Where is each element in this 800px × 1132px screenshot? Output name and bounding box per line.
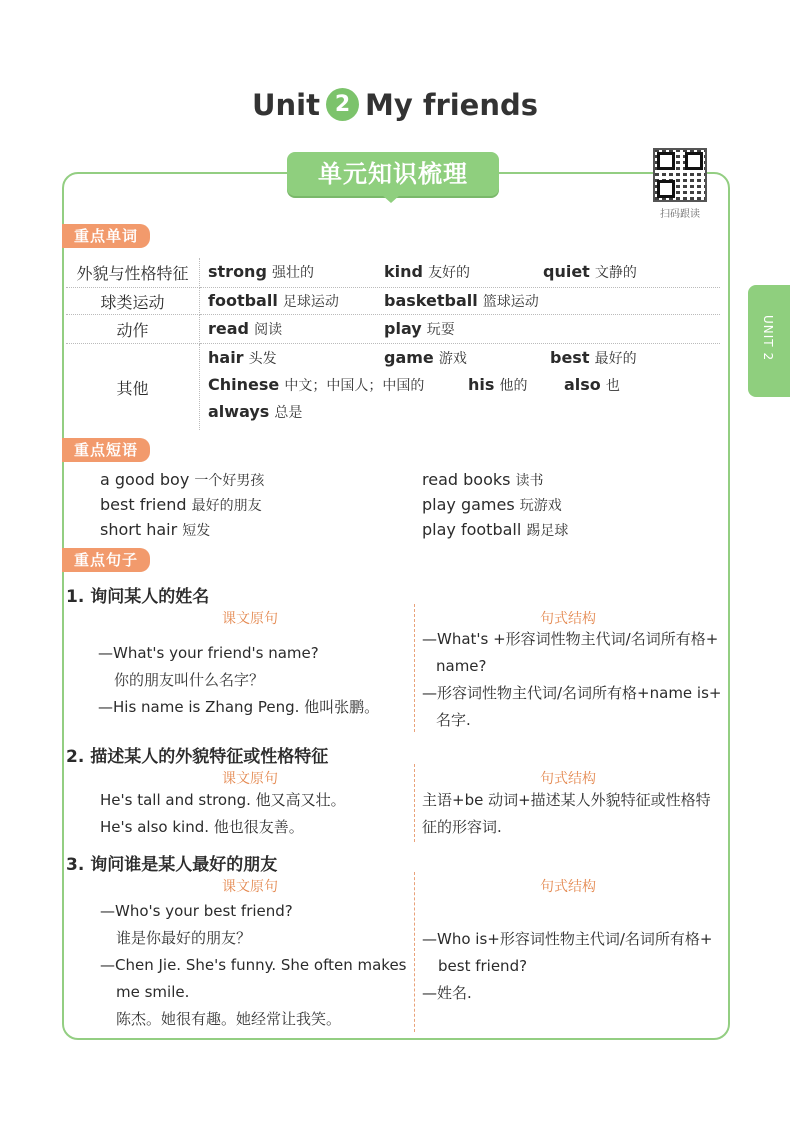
- pattern-line: 主语+be 动词+描述某人外貌特征或性格特: [422, 791, 711, 809]
- sentence-section-title: 3. 询问谁是某人最好的朋友: [66, 855, 278, 875]
- pattern-line: 名字.: [436, 711, 471, 729]
- source-sentence: He's tall and strong. 他又高又壮。: [100, 791, 346, 809]
- vocab-item: always 总是: [208, 402, 303, 421]
- pattern-line: 征的形容词.: [422, 818, 502, 836]
- sentence-section-title: 2. 描述某人的外貌特征或性格特征: [66, 747, 329, 767]
- pattern-line: —姓名.: [422, 984, 472, 1002]
- vocab-category: 外貌与性格特征: [66, 258, 200, 288]
- source-sentence: —Chen Jie. She's funny. She often makes: [100, 956, 407, 974]
- column-head-right: 句式结构: [540, 879, 596, 895]
- vocab-item: play 玩耍: [384, 319, 455, 338]
- section-tag-phrases: 重点短语: [62, 438, 150, 462]
- vocab-item: his 他的: [468, 375, 528, 394]
- column-head-right: 句式结构: [540, 611, 596, 627]
- column-divider: [414, 764, 415, 842]
- title-unit-name: My friends: [364, 88, 539, 122]
- section-tag-words: 重点单词: [62, 224, 150, 248]
- vocab-row: [66, 344, 720, 431]
- sentence-section-title: 1. 询问某人的姓名: [66, 587, 210, 607]
- column-head-left: 课文原句: [222, 611, 278, 627]
- vocab-row: [66, 288, 720, 315]
- phrase-item: play football 踢足球: [422, 520, 569, 539]
- title-unit-word: Unit: [251, 88, 320, 122]
- unit-number-badge: 2: [326, 88, 359, 121]
- phrase-item: read books 读书: [422, 470, 544, 489]
- vocab-item: also 也: [564, 375, 620, 394]
- vocab-item: kind 友好的: [384, 262, 471, 281]
- pattern-line: —Who is+形容词性物主代词/名词所有格+: [422, 930, 713, 948]
- column-head-left: 课文原句: [222, 879, 278, 895]
- vocab-item: game 游戏: [384, 348, 467, 367]
- qr-caption: 扫码跟读: [660, 209, 700, 220]
- vocab-row: [66, 315, 720, 344]
- pattern-line: —形容词性物主代词/名词所有格+name is+: [422, 684, 722, 702]
- vocab-table: [66, 258, 720, 430]
- source-translation: 谁是你最好的朋友？: [116, 929, 252, 947]
- phrase-item: short hair 短发: [100, 520, 211, 539]
- vocab-item: hair 头发: [208, 348, 277, 367]
- column-divider: [414, 604, 415, 732]
- source-translation: 你的朋友叫什么名字？: [114, 671, 265, 689]
- side-tab-label: UNIT 2: [761, 315, 775, 362]
- source-sentence: me smile.: [116, 983, 190, 1001]
- phrase-item: a good boy 一个好男孩: [100, 470, 265, 489]
- phrase-item: best friend 最好的朋友: [100, 495, 262, 514]
- vocab-item: Chinese 中文；中国人；中国的: [208, 375, 425, 394]
- page-title: [0, 88, 790, 122]
- column-divider: [414, 872, 415, 1032]
- pattern-line: name?: [436, 657, 487, 675]
- qr-code-icon[interactable]: [653, 148, 707, 202]
- source-translation: 陈杰。她很有趣。她经常让我笑。: [116, 1010, 342, 1028]
- vocab-category: 球类运动: [66, 288, 200, 315]
- vocab-item: football 足球运动: [208, 291, 339, 310]
- vocab-item: strong 强壮的: [208, 262, 314, 281]
- vocab-category: 其他: [66, 344, 200, 431]
- column-head-right: 句式结构: [540, 771, 596, 787]
- pattern-line: best friend?: [438, 957, 528, 975]
- column-head-left: 课文原句: [222, 771, 278, 787]
- vocab-item: basketball 篮球运动: [384, 291, 539, 310]
- vocab-item: read 阅读: [208, 319, 283, 338]
- vocab-item: quiet 文静的: [543, 262, 637, 281]
- unit-side-tab: [748, 285, 790, 397]
- pattern-line: —What's +形容词性物主代词/名词所有格+: [422, 630, 719, 648]
- vocab-item: best 最好的: [550, 348, 637, 367]
- source-sentence: He's also kind. 他也很友善。: [100, 818, 304, 836]
- vocab-row: [66, 258, 720, 288]
- source-sentence: —What's your friend's name?: [98, 644, 319, 662]
- section-tag-sentences: 重点句子: [62, 548, 150, 572]
- vocab-category: 动作: [66, 315, 200, 344]
- banner-pointer: [382, 195, 400, 203]
- source-sentence: —His name is Zhang Peng. 他叫张鹏。: [98, 698, 380, 716]
- section-banner: 单元知识梳理: [287, 152, 499, 196]
- phrase-item: play games 玩游戏: [422, 495, 562, 514]
- source-sentence: —Who's your best friend?: [100, 902, 293, 920]
